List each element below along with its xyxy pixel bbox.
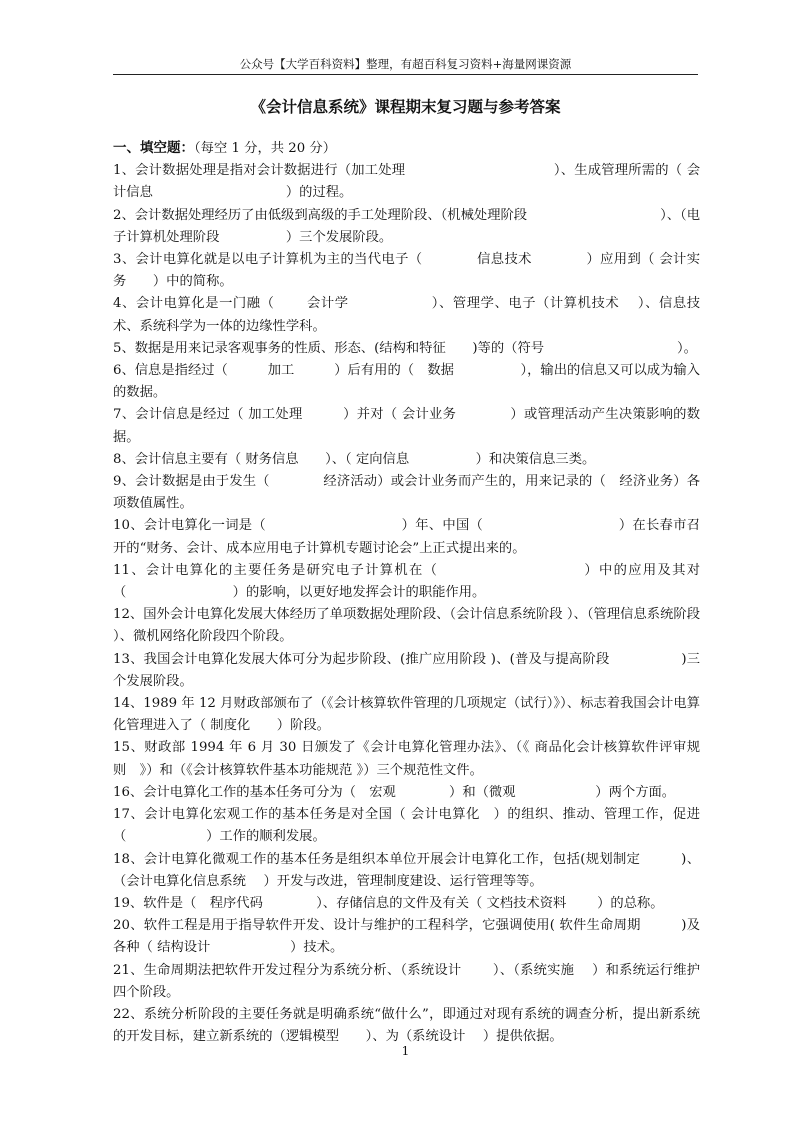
header-divider: [113, 74, 698, 75]
section-label: 一、填空题：: [113, 140, 194, 156]
question-item: 16、会计电算化工作的基本任务可分为（ 宏观 ）和（微观 ）两个方面。: [113, 784, 676, 800]
question-item: 12、国外会计电算化发展大体经历了单项数据处理阶段、（会计信息系统阶段 ）、（管理信息系统阶段 ）、微机网络化阶段四个阶段。: [113, 607, 718, 645]
section-note: （每空 1 分，共 20 分）: [194, 141, 337, 156]
question-item: 18、会计电算化微观工作的基本任务是组织本单位开展会计电算化工作，包括(规划制定 )、（会计电算化信息系统 ）开发与改进，管理制度建设、运行管理等等。: [113, 851, 700, 889]
question-item: 10、会计电算化一词是（ ）年、中国（ ）在长春市召开的“财务、会计、成本应用电子计算机专题讨论会”上正式提出来的。: [113, 518, 700, 556]
section-heading: [113, 137, 700, 160]
question-item: 1、会计数据处理是指对会计数据进行（加工处理 ）、生成管理所需的（ 会计信息 ）的过程。: [113, 163, 700, 201]
document-body: [113, 137, 718, 1048]
question-item: 17、会计电算化宏观工作的基本任务是对全国（ 会计电算化 ）的组织、推动、管理工作，促进（ ）工作的顺利发展。: [113, 807, 700, 845]
question-item: 2、会计数据处理经历了由低级到高级的手工处理阶段、（机械处理阶段 ）、（电子计算机处理阶段 ）三个发展阶段。: [113, 207, 700, 245]
question-item: 20、软件工程是用于指导软件开发、设计与维护的工程科学，它强调使用( 软件生命周期 )及各种（ 结构设计 ）技术。: [113, 918, 700, 956]
question-item: 22、系统分析阶段的主要任务就是明确系统“做什么”，即通过对现有系统的调查分析，提出新系统的开发目标，建立新系统的（逻辑模型 ）、为（系统设计 ）提供依据。: [113, 1006, 700, 1045]
question-item: 5、数据是用来记录客观事务的性质、形态、(结构和特征 )等的（符号 ）。: [113, 340, 697, 356]
question-item: 7、会计信息是经过（ 加工处理 ）并对（ 会计业务 ）或管理活动产生决策影响的数据。: [113, 407, 700, 445]
document-title: 《会计信息系统》课程期末复习题与参考答案: [250, 98, 561, 116]
question-item: 11、会计电算化的主要任务是研究电子计算机在（ ）中的应用及其对（ ）的影响，以更好地发挥会计的职能作用。: [113, 562, 700, 601]
page-number: 1: [401, 1044, 410, 1058]
question-item: 3、会计电算化就是以电子计算机为主的当代电子（ 信息技术 ）应用到（ 会计实务 ）中的简称。: [113, 252, 700, 290]
question-item: 21、生命周期法把软件开发过程分为系统分析、（系统设计 ）、（系统实施 ）和系统运行维护四个阶段。: [113, 962, 700, 1000]
question-item: 15、财政部 1994 年 6 月 30 日颁发了《会计电算化管理办法》、（《 商品化会计核算软件评审规则 》）和（《会计核算软件基本功能规范 》）三个规范性文件。: [113, 740, 700, 778]
question-item: 14、1989 年 12 月财政部颁布了（《会计核算软件管理的几项规定（试行）》）、标志着我国会计电算化管理进入了（ 制度化 ）阶段。: [113, 696, 700, 734]
question-item: 9、会计数据是由于发生（ 经济活动）或会计业务而产生的，用来记录的（ 经济业务）各项数值属性。: [113, 474, 700, 512]
question-item: 13、我国会计电算化发展大体可分为起步阶段、(推广应用阶段 )、(普及与提高阶段 )三个发展阶段。: [113, 651, 700, 689]
question-item: 8、会计信息主要有（ 财务信息 ）、（ 定向信息 ）和决策信息三类。: [113, 451, 596, 467]
question-item: 6、信息是指经过（ 加工 ）后有用的（ 数据 ），输出的信息又可以成为输入的数据。: [113, 363, 700, 401]
question-item: 4、会计电算化是一门融（ 会计学 ）、管理学、电子（计算机技术 ）、信息技术、系统科学为一体的边缘性学科。: [113, 296, 700, 334]
question-item: 19、软件是（ 程序代码 ）、存储信息的文件及有关（ 文档技术资料 ）的总称。: [113, 895, 664, 911]
page-header: 公众号【大学百科资料】整理，有超百科复习资料+海量网课资源: [239, 57, 572, 71]
